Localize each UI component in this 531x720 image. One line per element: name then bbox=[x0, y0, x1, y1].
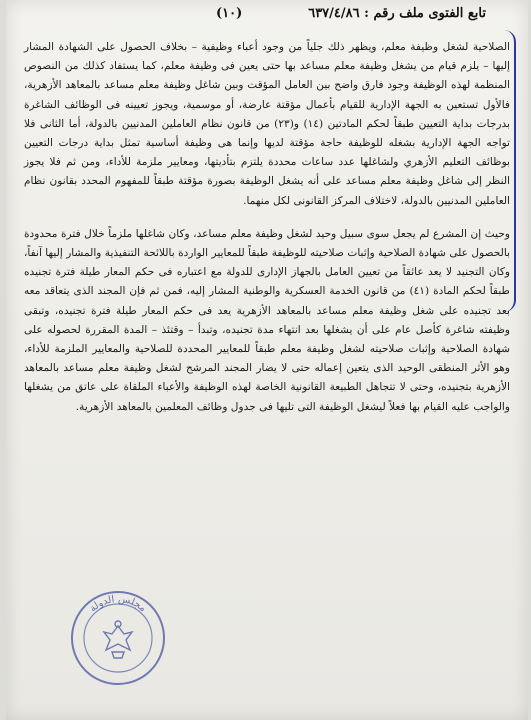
official-seal bbox=[68, 588, 168, 688]
page-number: (١٠) bbox=[216, 6, 243, 21]
eagle-emblem-icon bbox=[104, 621, 132, 658]
document-body bbox=[24, 38, 510, 417]
seal-text: مجلس الدولة bbox=[87, 593, 149, 615]
paragraph-2: وحيث إن المشرع لم يجعل سوى سبيل وحيد لشغل وظيفة معلم مساعد، وكان شاغلها ملزماً خلال فترة محدودة بالحصول على شهادة الصلاحية وإثبات صلاحيته للوظيفة طبقاً للمعايير الواردة باللائحة التنفيذية والمشار إليها آنفاً، وكان التجنيد لا يعد عائقاً من تعيين العامل بالجهاز الإدارى للدولة مع اعتباره فى حكم المعار طيلة فترة تجنيده طبقاً لحكم المادة (٤١) من قانون الخدمة العسكرية والوطنية المشار إليه، فمن ثم فإن المجند الذى يتعاقد معه بعد تجنيده على شغل وظيفة معلم مساعد بالمعاهد الأزهرية يعد فى حكم المعار طيلة فترة تجنيده، وتبقى وظيفته شاغرة كأصل عام على أن يشغلها بعد انتهاء مدة تجنيده، وتبدأ – وقتئذ – المدة المقررة لحصوله على شهادة الصلاحية وإثبات صلاحيته لشغل وظيفة معلم طبقاً للمعايير المحددة للصلاحية والمعايير الملزمة للأداء، وهو الأثر المنطقى الوحيد الذى يتعين إعماله حتى لا يضار المجند المرشح لشغل وظيفة معلم مساعد بالمعاهد الأزهرية بتجنيده، وحتى لا تتجاهل الطبيعة القانونية الخاصة لهذه الوظيفة والأعباء الملقاة على عاتق من يشغلها والواجب عليه القيام بها فعلاً ليشغل الوظيفة التى تليها فى جدول وظائف المعلمين بالمعاهد الأزهرية. bbox=[24, 227, 510, 413]
page-header bbox=[46, 6, 486, 28]
paragraph-1: الصلاحية لشغل وظيفة معلم، ويظهر ذلك جلياً من وجود أعباء وظيفية – بخلاف الحصول على الشهادة المشار إليها – يلزم قيام من يشغل وظيفة معلم مساعد بها حتى يعين فى وظيفة معلم، كما يستفاد كذلك من النصوص المنظمة لهذه الوظيفة وجود فارق واضح بين العامل المؤقت وبين شاغل وظيفة معلم مساعد بالمعاهد الأزهرية، فالأول تستعين به الجهة الإدارية للقيام بأعمال مؤقتة عارضة، أو موسمية، ويجوز تعيينه فى الوظائف الشاغرة بدرجات بداية التعيين طبقاً لحكم المادتين (١٤) و(٢٣) من قانون نظام العاملين المدنيين بالدولة، أما الثانى فلا تواجه الجهة الإدارية بشغله للوظيفة حاجة مؤقتة لديها وإنما هى وظيفة أساسية تمثل بداية درجات التعيين بوظائف التعليم الأزهري ولشاغلها عدد ساعات محددة يلتزم بتأديتها، ومعايير ملزمة للأداء، ومن ثم فلا يجوز النظر إلى شاغل وظيفة معلم مساعد على أنه يشغل الوظيفة بصورة مؤقتة طبقاً للمفهوم المحدد بقانون نظام العاملين المدنيين بالدولة، لاختلاف المركز القانونى لكل منهما. bbox=[24, 41, 511, 207]
seal-stamp-icon bbox=[68, 588, 168, 688]
fatwa-reference: تابع الفتوى ملف رقم : ٦٣٧/٤/٨٦ bbox=[308, 6, 486, 21]
document-page bbox=[6, 0, 528, 720]
